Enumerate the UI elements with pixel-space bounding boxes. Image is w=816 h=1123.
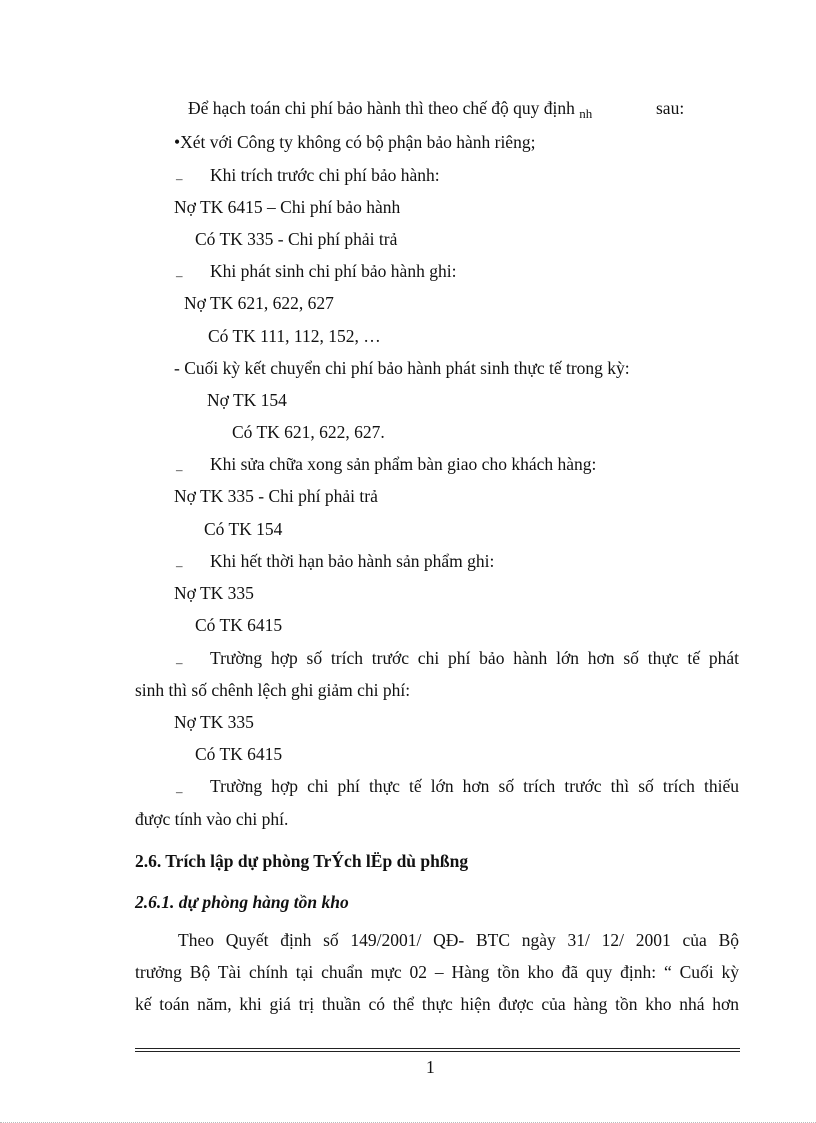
dash-bullet: – bbox=[176, 268, 183, 283]
text-line: trưởng Bộ Tài chính tại chuẩn mực 02 – Hàng tồn kho đã quy định: “ Cuối kỳ bbox=[135, 962, 739, 982]
text-line: •Xét với Công ty không có bộ phận bảo hành riêng; bbox=[174, 132, 536, 152]
text-line: Trường hợp chi phí thực tế lớn hơn số trích trước thì số trích thiếu bbox=[210, 776, 739, 796]
text-line: Khi hết thời hạn bảo hành sản phẩm ghi: bbox=[210, 551, 495, 571]
text-line bbox=[188, 97, 685, 121]
dash-bullet: – bbox=[176, 171, 183, 186]
dash-bullet: – bbox=[176, 462, 183, 477]
text-line: Khi sửa chữa xong sản phẩm bàn giao cho khách hàng: bbox=[210, 454, 597, 474]
dash-bullet: – bbox=[176, 655, 183, 670]
text-line: Theo Quyết định số 149/2001/ QĐ- BTC ngày 31/ 12/ 2001 của Bộ bbox=[178, 930, 739, 950]
footer-rule bbox=[135, 1051, 740, 1052]
section-heading: 2.6. Trích lập dự phòng TrÝch lËp dù phßng bbox=[135, 851, 469, 871]
dash-bullet: – bbox=[176, 784, 183, 799]
text-line: sinh thì số chênh lệch ghi giảm chi phí: bbox=[135, 680, 411, 700]
text-line: Nợ TK 335 bbox=[174, 712, 254, 732]
text-line: Nợ TK 335 - Chi phí phải trả bbox=[174, 486, 378, 506]
text-line: Có TK 6415 bbox=[195, 615, 283, 635]
subsection-heading: 2.6.1. dự phòng hàng tồn kho bbox=[135, 892, 349, 912]
text-line: Khi phát sinh chi phí bảo hành ghi: bbox=[210, 261, 457, 281]
text-line: Có TK 6415 bbox=[195, 744, 283, 764]
text-line: - Cuối kỳ kết chuyển chi phí bảo hành phát sinh thực tế trong kỳ: bbox=[174, 358, 630, 378]
text-line: Trường hợp số trích trước chi phí bảo hành lớn hơn số thực tế phát bbox=[210, 648, 739, 668]
text-subscript: nh bbox=[579, 106, 593, 121]
text-line: Nợ TK 6415 – Chi phí bảo hành bbox=[174, 197, 401, 217]
text-line: Có TK 111, 112, 152, … bbox=[208, 326, 381, 346]
text-span: sau: bbox=[656, 98, 685, 118]
text-line: Khi trích trước chi phí bảo hành: bbox=[210, 165, 440, 185]
text-line: Nợ TK 621, 622, 627 bbox=[184, 293, 334, 313]
text-line: Nợ TK 154 bbox=[207, 390, 287, 410]
dash-bullet: – bbox=[176, 558, 183, 573]
text-line: Nợ TK 335 bbox=[174, 583, 254, 603]
footer-rule bbox=[135, 1048, 740, 1049]
text-line: kế toán năm, khi giá trị thuần có thể thực hiện được của hàng tồn kho nhá hơn bbox=[135, 994, 739, 1014]
text-line: Có TK 621, 622, 627. bbox=[232, 422, 385, 442]
text-line: Có TK 154 bbox=[204, 519, 283, 539]
text-span: Để hạch toán chi phí bảo hành thì theo chế độ quy định bbox=[188, 98, 580, 118]
text-line: Có TK 335 - Chi phí phải trả bbox=[195, 229, 398, 249]
text-line: được tính vào chi phí. bbox=[135, 809, 289, 829]
page-number: 1 bbox=[426, 1057, 435, 1077]
